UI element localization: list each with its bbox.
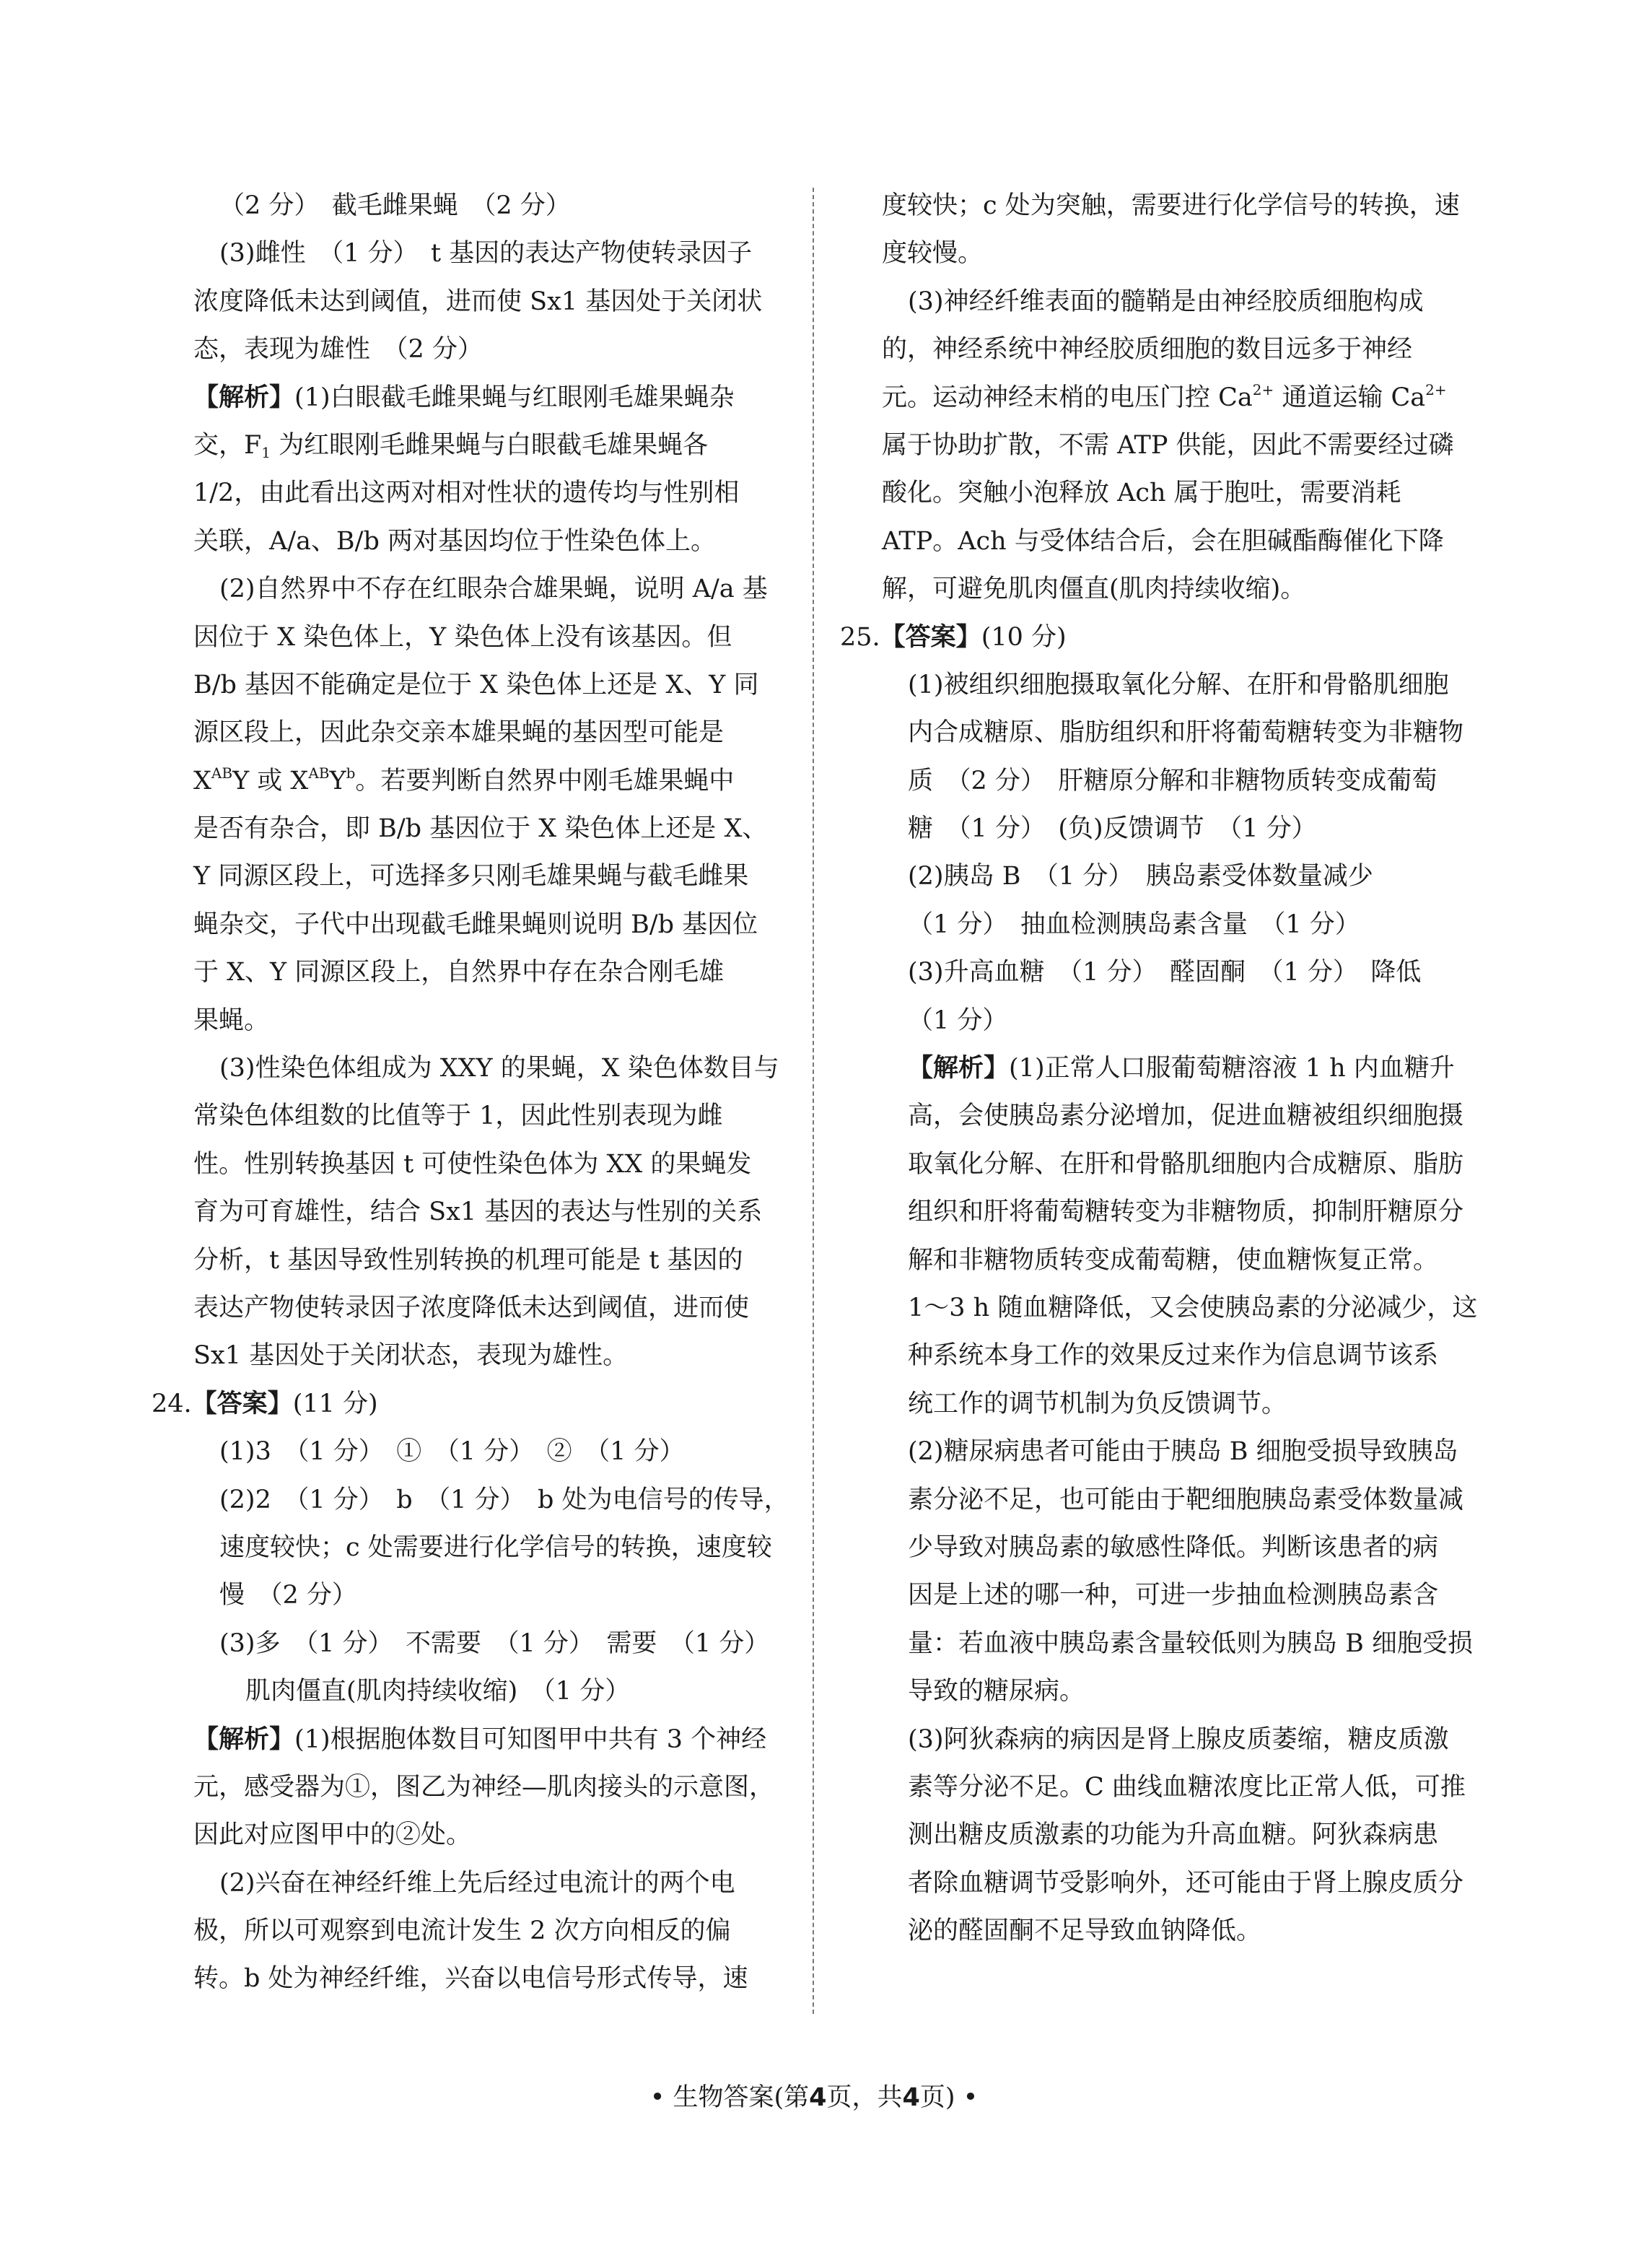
- question-number: 25.: [840, 622, 880, 652]
- answer-line: (3)多 （1 分） 不需要 （1 分） 需要 （1 分）: [219, 1628, 770, 1658]
- text-line: 少导致对胰岛素的敏感性降低。判断该患者的病: [908, 1532, 1439, 1562]
- text-line: 常染色体组数的比值等于 1，因此性别表现为雌: [193, 1102, 723, 1131]
- text-line: 酸化。突触小泡释放 Ach 属于胞吐，需要消耗: [882, 479, 1401, 508]
- text-line: 取氧化分解、在肝和骨骼肌细胞内合成糖原、脂肪: [908, 1149, 1464, 1179]
- text-line: 统工作的调节机制为负反馈调节。: [908, 1389, 1287, 1418]
- text-line: 1/2，由此看出这两对相对性状的遗传均与性别相: [193, 479, 740, 508]
- text-line: (2)兴奋在神经纤维上先后经过电流计的两个电: [219, 1868, 735, 1898]
- text-line: 蝇杂交，子代中出现截毛雌果蝇则说明 B/b 基因位: [193, 910, 758, 939]
- text-line: 极，所以可观察到电流计发生 2 次方向相反的偏: [193, 1916, 731, 1946]
- text-line: 元，感受器为①，图乙为神经—肌肉接头的示意图，: [193, 1772, 775, 1802]
- text-line: 解和非糖物质转变成葡萄糖，使血糖恢复正常。: [908, 1245, 1439, 1275]
- text-line: 的，神经系统中神经胶质细胞的数目远多于神经: [882, 335, 1413, 365]
- text-line: 1～3 h 随血糖降低，又会使胰岛素的分泌减少，这: [908, 1293, 1478, 1322]
- answer-line: (1)被组织细胞摄取氧化分解、在肝和骨骼肌细胞: [908, 670, 1449, 699]
- text-line: 解，可避免肌肉僵直(肌肉持续收缩)。: [882, 575, 1306, 604]
- text-line: 浓度降低未达到阈值，进而使 Sx1 基因处于关闭状: [193, 287, 763, 316]
- text-line: 度较慢。: [882, 239, 984, 269]
- text-line: (2)糖尿病患者可能由于胰岛 B 细胞受损导致胰岛: [908, 1437, 1458, 1467]
- text-line: 因是上述的哪一种，可进一步抽血检测胰岛素含: [908, 1581, 1439, 1610]
- text-line: 表达产物使转录因子浓度降低未达到阈值，进而使: [193, 1293, 750, 1322]
- text-line: 组织和肝将葡萄糖转变为非糖物质，抑制肝糖原分: [908, 1198, 1464, 1227]
- answer-line: 质 （2 分） 肝糖原分解和非糖物质转变成葡萄: [908, 766, 1437, 795]
- text-line: 于 X、Y 同源区段上，自然界中存在杂合刚毛雄: [193, 958, 725, 987]
- text-line: ATP。Ach 与受体结合后，会在胆碱酯酶催化下降: [882, 526, 1444, 556]
- text-line: 是否有杂合，即 B/b 基因位于 X 染色体上还是 X、: [193, 814, 768, 844]
- text-line: (3)神经纤维表面的髓鞘是由神经胶质细胞构成: [908, 287, 1424, 316]
- answer-line: (2)2 （1 分） b （1 分） b 处为电信号的传导，: [219, 1485, 789, 1514]
- text-line: (3)雌性 （1 分） t 基因的表达产物使转录因子: [219, 239, 753, 269]
- answer-line: 速度较快；c 处需要进行化学信号的转换，速度较: [219, 1532, 772, 1562]
- text-line: (3)阿狄森病的病因是肾上腺皮质萎缩，糖皮质激: [908, 1724, 1449, 1754]
- answer-line: (1)3 （1 分） ① （1 分） ② （1 分）: [219, 1437, 685, 1467]
- text-line: 果蝇。: [193, 1006, 270, 1035]
- text-line: 种系统本身工作的效果反过来作为信息调节该系: [908, 1341, 1439, 1371]
- text-line: 素分泌不足，也可能由于靶细胞胰岛素受体数量减: [908, 1485, 1464, 1514]
- genotype-line: $X^{AB}Y$ 或 $X^{AB}Y^b$。若要判断自然界中刚毛雄果蝇中: [193, 764, 735, 795]
- answer-line: 慢 （2 分）: [219, 1581, 357, 1610]
- text-line: 者除血糖调节受影响外，还可能由于肾上腺皮质分: [908, 1868, 1464, 1898]
- question-number: 24.: [152, 1389, 192, 1418]
- text-line: 态，表现为雄性 （2 分）: [193, 335, 483, 365]
- answer-label: 【答案】: [191, 1389, 293, 1418]
- text-line: 源区段上，因此杂交亲本雄果蝇的基因型可能是: [193, 718, 725, 748]
- analysis-line: 【解析】(1)正常人口服葡萄糖溶液 1 h 内血糖升: [908, 1054, 1455, 1083]
- current-page-number: 4: [809, 2083, 827, 2112]
- text-line: 量：若血液中胰岛素含量较低则为胰岛 B 细胞受损: [908, 1628, 1473, 1658]
- answer-label: 【答案】: [880, 622, 981, 652]
- analysis-line: 【解析】(1)根据胞体数目可知图甲中共有 3 个神经: [193, 1724, 767, 1754]
- text-line: B/b 基因不能确定是位于 X 染色体上还是 X、Y 同: [193, 670, 759, 699]
- text-line: 度较快；c 处为突触，需要进行化学信号的转换，速: [882, 191, 1460, 220]
- text-line: 性。性别转换基因 t 可使性染色体为 XX 的果蝇发: [193, 1149, 752, 1179]
- page-footer: • 生物答案(第4页，共4页) •: [649, 2083, 979, 2112]
- text-line: 育为可育雄性，结合 Sx1 基因的表达与性别的关系: [193, 1198, 763, 1227]
- text-line: (2)自然界中不存在红眼杂合雄果蝇，说明 A/a 基: [219, 575, 768, 604]
- question-24-header: 24.【答案】(11 分): [152, 1389, 378, 1418]
- text-line: Y 同源区段上，可选择多只刚毛雄果蝇与截毛雌果: [193, 862, 749, 891]
- text-line: 元。运动神经末梢的电压门控 $Ca^{2+}$ 通道运输 $Ca^{2+}$: [882, 380, 1447, 412]
- answer-line: 糖 （1 分） (负)反馈调节 （1 分）: [908, 814, 1317, 844]
- answer-line: (2)胰岛 B （1 分） 胰岛素受体数量减少: [908, 862, 1373, 891]
- text-line: (3)性染色体组成为 XXY 的果蝇，X 染色体数目与: [219, 1054, 779, 1083]
- text-line: 因位于 X 染色体上，Y 染色体上没有该基因。但: [193, 622, 732, 652]
- text-line: 属于协助扩散，不需 ATP 供能，因此不需要经过磷: [882, 430, 1454, 460]
- answer-line: 肌肉僵直(肌肉持续收缩) （1 分）: [245, 1677, 631, 1706]
- answer-line: 内合成糖原、脂肪组织和肝将葡萄糖转变为非糖物: [908, 718, 1464, 748]
- answer-line: （1 分） 抽血检测胰岛素含量 （1 分）: [908, 910, 1360, 939]
- text-line: 测出糖皮质激素的功能为升高血糖。阿狄森病患: [908, 1820, 1439, 1850]
- left-column: [152, 182, 789, 2003]
- analysis-line: 【解析】(1)白眼截毛雌果蝇与红眼刚毛雄果蝇杂: [193, 383, 735, 412]
- text-line: （2 分） 截毛雌果蝇 （2 分）: [219, 191, 571, 220]
- analysis-label: 【解析】: [193, 1724, 295, 1754]
- answer-line: （1 分）: [908, 1006, 1008, 1035]
- text-line: 高，会使胰岛素分泌增加，促进血糖被组织细胞摄: [908, 1102, 1464, 1131]
- text-line: 泌的醛固酮不足导致血钠降低。: [908, 1916, 1262, 1946]
- analysis-label: 【解析】: [193, 383, 295, 412]
- right-column: [840, 182, 1478, 1955]
- text-line: 因此对应图甲中的②处。: [193, 1820, 472, 1850]
- text-line: Sx1 基因处于关闭状态，表现为雄性。: [193, 1341, 629, 1371]
- total-pages: 4: [902, 2083, 920, 2112]
- column-divider: [813, 188, 814, 2014]
- text-line: 关联，A/a、B/b 两对基因均位于性染色体上。: [193, 526, 716, 556]
- text-line: 导致的糖尿病。: [908, 1677, 1085, 1706]
- text-line: 分析，t 基因导致性别转换的机理可能是 t 基因的: [193, 1245, 743, 1275]
- analysis-label: 【解析】: [908, 1054, 1010, 1083]
- question-25-header: 25.【答案】(10 分): [840, 622, 1067, 652]
- answer-line: (3)升高血糖 （1 分） 醛固酮 （1 分） 降低: [908, 958, 1422, 987]
- text-line: 转。b 处为神经纤维，兴奋以电信号形式传导，速: [193, 1964, 748, 1994]
- text-line: 素等分泌不足。C 曲线血糖浓度比正常人低，可推: [908, 1772, 1466, 1802]
- text-line: 交，$F_1$ 为红眼刚毛雌果蝇与白眼截毛雄果蝇各: [193, 430, 709, 461]
